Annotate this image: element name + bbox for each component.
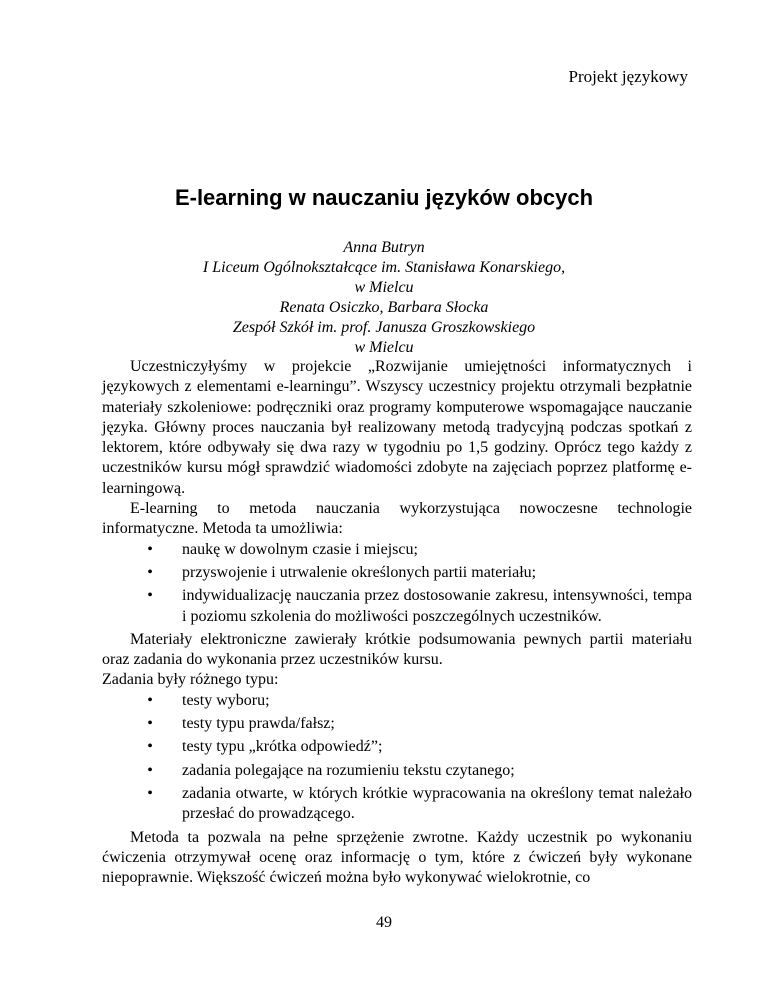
bullet-icon: • — [147, 738, 153, 756]
bullet-icon: • — [147, 784, 153, 802]
paragraph: Zadania były różnego typu: — [102, 671, 279, 689]
author-block-2 — [0, 298, 768, 358]
list-item: • naukę w dowolnym czasie i miejscu; — [142, 540, 692, 560]
list-item: • testy typu „krótka odpowiedź”; — [142, 737, 692, 757]
list-item: • zadania polegające na rozumieniu tekstu czytanego; — [142, 761, 692, 781]
paragraph: Materiały elektroniczne zawierały krótkie podsumowania pewnych partii materiału oraz zadania do wykonania przez uczestników kursu. — [102, 630, 692, 669]
list-item: • przyswojenie i utrwalenie określonych partii materiału; — [142, 563, 692, 583]
bullet-icon: • — [147, 691, 153, 709]
author-city: w Mielcu — [354, 279, 414, 296]
author-name: Renata Osiczko, Barbara Słocka — [279, 299, 489, 316]
author-affiliation: I Liceum Ogólnokształcące im. Stanisława Konarskiego, — [202, 259, 566, 276]
author-block-1 — [0, 238, 768, 298]
author-city: w Mielcu — [354, 339, 414, 356]
bullet-icon: • — [147, 540, 153, 558]
bullet-icon: • — [147, 587, 153, 605]
paragraph: E-learning to metoda nauczania wykorzystująca nowoczesne technologie informatyczne. Metoda ta umożliwia: — [102, 500, 692, 538]
bullet-list — [102, 691, 692, 825]
article-title: E-learning w nauczaniu języków obcych — [174, 185, 594, 210]
paragraph: Uczestniczyłyśmy w projekcie „Rozwijanie umiejętności informatycznych i językowych z elementami e-learningu”. Wszyscy uczestnicy projektu otrzymali bezpłatnie materiały szkoleniowe: podręczniki oraz programy komputerowe wspomagające nauczanie języka. Główny proces nauczania był realizowany metodą tradycyjną podczas spotkań z lektorem, które odbywały się dwa razy w tygodniu po 1,5 godziny. Oprócz tego każdy z uczestników kursu mógł sprawdzić wiadomości zdobyte na zajęciach poprzez platformę e-learningową. — [102, 358, 692, 497]
list-item: • zadania otwarte, w których krótkie wypracowania na określony temat należało przesłać do prowadzącego. — [142, 784, 692, 825]
bullet-icon: • — [147, 715, 153, 733]
list-item: • indywidualizację nauczania przez dostosowanie zakresu, intensywności, tempa i poziomu szkolenia do możliwości poszczególnych uczestników. — [142, 586, 692, 627]
bullet-icon: • — [147, 761, 153, 779]
bullet-list — [102, 540, 692, 627]
paragraph: Metoda ta pozwala na pełne sprzężenie zwrotne. Każdy uczestnik po wykonaniu ćwiczenia otrzymywał ocenę oraz informację o tym, które z ćwiczeń były wykonane niepoprawnie. Większość ćwiczeń można było wykonywać wielokrotnie, co — [102, 828, 692, 887]
list-item: • testy wyboru; — [142, 691, 692, 711]
running-header: Projekt językowy — [568, 67, 688, 86]
page-number: 49 — [376, 914, 392, 931]
author-affiliation: Zespół Szkół im. prof. Janusza Groszkowskiego — [232, 319, 536, 336]
article-body — [102, 357, 692, 888]
bullet-icon: • — [147, 563, 153, 581]
list-item: • testy typu prawda/fałsz; — [142, 714, 692, 734]
author-name: Anna Butryn — [343, 239, 425, 256]
